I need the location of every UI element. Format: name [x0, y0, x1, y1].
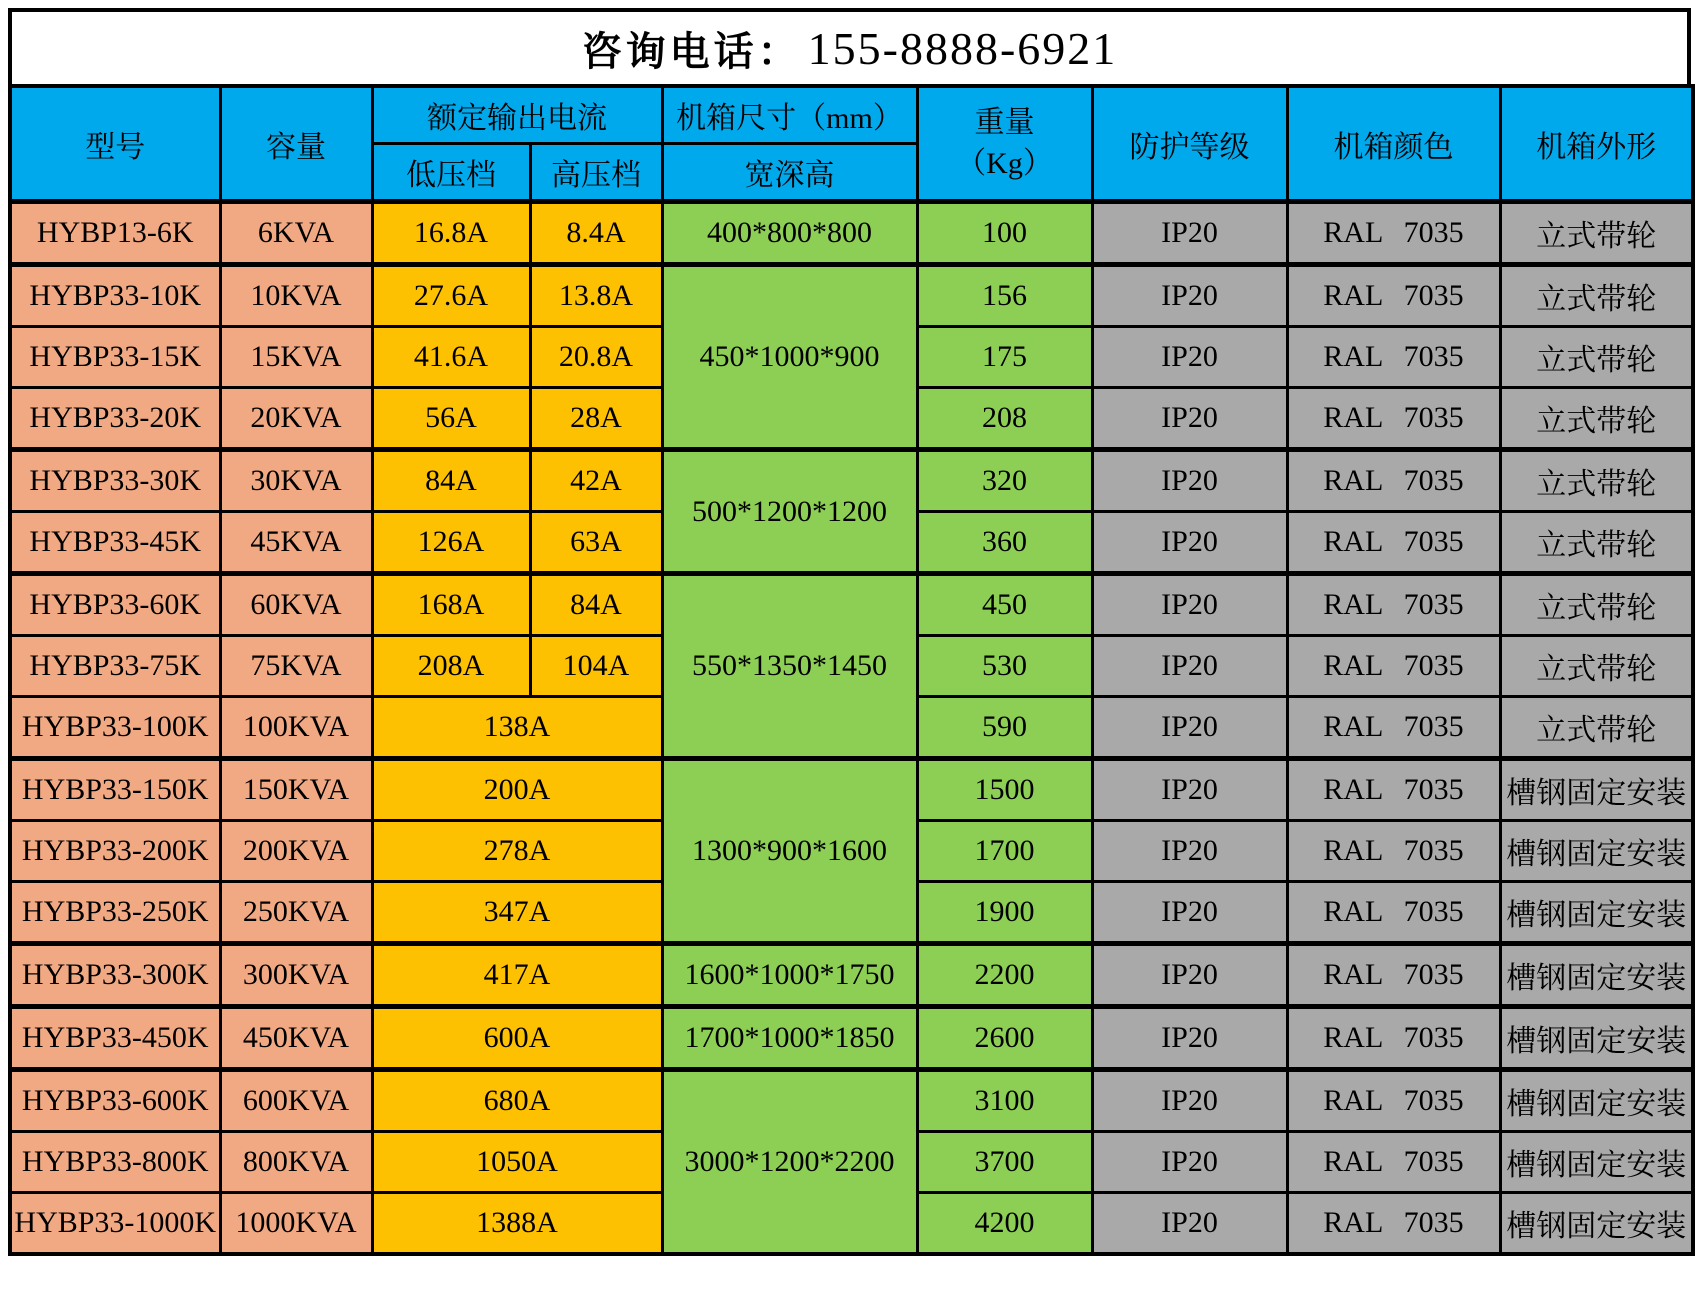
protection-cell: IP20: [1092, 1193, 1287, 1255]
weight-cell: 360: [917, 512, 1092, 574]
cabinet-color-cell: RAL 7035: [1287, 1193, 1500, 1255]
protection-cell: IP20: [1092, 388, 1287, 450]
weight-cell: 100: [917, 202, 1092, 265]
table-row: [10, 759, 1693, 821]
capacity-cell: 10KVA: [220, 265, 372, 327]
cabinet-color-cell: RAL 7035: [1287, 1132, 1500, 1193]
weight-cell: 320: [917, 450, 1092, 512]
cabinet-shape-cell: 立式带轮: [1500, 512, 1693, 574]
header-dims: 机箱尺寸（mm）: [662, 86, 917, 144]
current-low-cell: 126A: [372, 512, 530, 574]
current-low-cell: 208A: [372, 636, 530, 697]
current-high-cell: 42A: [530, 450, 662, 512]
capacity-cell: 200KVA: [220, 821, 372, 882]
table-header: [10, 86, 1693, 202]
header-current-high: 高压档: [530, 144, 662, 202]
current-cell: 600A: [372, 1007, 662, 1070]
phone-number: 155-8888-6921: [807, 22, 1118, 74]
cabinet-shape-cell: 槽钢固定安装: [1500, 1007, 1693, 1070]
title-bar: [8, 8, 1691, 88]
cabinet-color-cell: RAL 7035: [1287, 1007, 1500, 1070]
cabinet-color-cell: RAL 7035: [1287, 882, 1500, 944]
current-high-cell: 63A: [530, 512, 662, 574]
cabinet-shape-cell: 槽钢固定安装: [1500, 1132, 1693, 1193]
current-high-cell: 8.4A: [530, 202, 662, 265]
protection-cell: IP20: [1092, 265, 1287, 327]
weight-cell: 530: [917, 636, 1092, 697]
model-cell: HYBP33-45K: [10, 512, 220, 574]
model-cell: HYBP33-200K: [10, 821, 220, 882]
weight-cell: 175: [917, 327, 1092, 388]
cabinet-shape-cell: 立式带轮: [1500, 388, 1693, 450]
current-cell: 417A: [372, 944, 662, 1007]
current-low-cell: 41.6A: [372, 327, 530, 388]
current-high-cell: 104A: [530, 636, 662, 697]
weight-cell: 450: [917, 574, 1092, 636]
protection-cell: IP20: [1092, 1132, 1287, 1193]
current-high-cell: 84A: [530, 574, 662, 636]
cabinet-shape-cell: 槽钢固定安装: [1500, 821, 1693, 882]
current-low-cell: 84A: [372, 450, 530, 512]
model-cell: HYBP33-300K: [10, 944, 220, 1007]
table-body: [10, 202, 1693, 1255]
cabinet-color-cell: RAL 7035: [1287, 697, 1500, 759]
header-model: 型号: [10, 86, 220, 202]
header-weight-line2: （Kg）: [956, 146, 1053, 180]
cabinet-color-cell: RAL 7035: [1287, 574, 1500, 636]
current-high-cell: 28A: [530, 388, 662, 450]
model-cell: HYBP33-15K: [10, 327, 220, 388]
cabinet-shape-cell: 槽钢固定安装: [1500, 944, 1693, 1007]
capacity-cell: 20KVA: [220, 388, 372, 450]
capacity-cell: 300KVA: [220, 944, 372, 1007]
cabinet-shape-cell: 立式带轮: [1500, 697, 1693, 759]
header-protection: 防护等级: [1092, 86, 1287, 202]
table-row: [10, 202, 1693, 265]
current-low-cell: 16.8A: [372, 202, 530, 265]
cabinet-shape-cell: 立式带轮: [1500, 327, 1693, 388]
capacity-cell: 75KVA: [220, 636, 372, 697]
weight-cell: 590: [917, 697, 1092, 759]
current-high-cell: 13.8A: [530, 265, 662, 327]
capacity-cell: 150KVA: [220, 759, 372, 821]
protection-cell: IP20: [1092, 574, 1287, 636]
protection-cell: IP20: [1092, 697, 1287, 759]
protection-cell: IP20: [1092, 202, 1287, 265]
model-cell: HYBP33-800K: [10, 1132, 220, 1193]
dims-cell: 400*800*800: [662, 202, 917, 265]
model-cell: HYBP33-20K: [10, 388, 220, 450]
protection-cell: IP20: [1092, 882, 1287, 944]
cabinet-color-cell: RAL 7035: [1287, 821, 1500, 882]
capacity-cell: 600KVA: [220, 1070, 372, 1132]
dims-cell: 550*1350*1450: [662, 574, 917, 759]
capacity-cell: 60KVA: [220, 574, 372, 636]
table-row: [10, 1070, 1693, 1132]
protection-cell: IP20: [1092, 759, 1287, 821]
current-cell: 200A: [372, 759, 662, 821]
model-cell: HYBP33-100K: [10, 697, 220, 759]
capacity-cell: 30KVA: [220, 450, 372, 512]
model-cell: HYBP33-150K: [10, 759, 220, 821]
current-cell: 138A: [372, 697, 662, 759]
cabinet-shape-cell: 槽钢固定安装: [1500, 1193, 1693, 1255]
protection-cell: IP20: [1092, 450, 1287, 512]
current-low-cell: 56A: [372, 388, 530, 450]
dims-cell: 3000*1200*2200: [662, 1070, 917, 1255]
title-label: 咨询电话：: [581, 28, 802, 74]
dims-cell: 1300*900*1600: [662, 759, 917, 944]
cabinet-shape-cell: 槽钢固定安装: [1500, 882, 1693, 944]
cabinet-color-cell: RAL 7035: [1287, 512, 1500, 574]
table-row: [10, 450, 1693, 512]
model-cell: HYBP33-10K: [10, 265, 220, 327]
header-cabinet-color: 机箱颜色: [1287, 86, 1500, 202]
model-cell: HYBP33-600K: [10, 1070, 220, 1132]
current-cell: 1050A: [372, 1132, 662, 1193]
model-cell: HYBP33-75K: [10, 636, 220, 697]
protection-cell: IP20: [1092, 327, 1287, 388]
weight-cell: 2600: [917, 1007, 1092, 1070]
current-cell: 1388A: [372, 1193, 662, 1255]
cabinet-shape-cell: 立式带轮: [1500, 265, 1693, 327]
header-cabinet-shape: 机箱外形: [1500, 86, 1693, 202]
current-low-cell: 168A: [372, 574, 530, 636]
weight-cell: 3100: [917, 1070, 1092, 1132]
model-cell: HYBP33-30K: [10, 450, 220, 512]
header-dims-sub: 宽深高: [662, 144, 917, 202]
cabinet-color-cell: RAL 7035: [1287, 327, 1500, 388]
spec-table: [8, 84, 1695, 1256]
model-cell: HYBP33-250K: [10, 882, 220, 944]
weight-cell: 3700: [917, 1132, 1092, 1193]
current-low-cell: 27.6A: [372, 265, 530, 327]
capacity-cell: 800KVA: [220, 1132, 372, 1193]
cabinet-color-cell: RAL 7035: [1287, 636, 1500, 697]
weight-cell: 1900: [917, 882, 1092, 944]
table-row: [10, 944, 1693, 1007]
model-cell: HYBP13-6K: [10, 202, 220, 265]
cabinet-color-cell: RAL 7035: [1287, 759, 1500, 821]
model-cell: HYBP33-450K: [10, 1007, 220, 1070]
cabinet-shape-cell: 立式带轮: [1500, 202, 1693, 265]
dims-cell: 1600*1000*1750: [662, 944, 917, 1007]
dims-cell: 1700*1000*1850: [662, 1007, 917, 1070]
table-row: [10, 1007, 1693, 1070]
dims-cell: 450*1000*900: [662, 265, 917, 450]
cabinet-color-cell: RAL 7035: [1287, 450, 1500, 512]
capacity-cell: 15KVA: [220, 327, 372, 388]
protection-cell: IP20: [1092, 512, 1287, 574]
current-cell: 680A: [372, 1070, 662, 1132]
header-capacity: 容量: [220, 86, 372, 202]
protection-cell: IP20: [1092, 944, 1287, 1007]
model-cell: HYBP33-1000K: [10, 1193, 220, 1255]
header-row-1: [10, 86, 1693, 144]
header-weight-line1: 重量: [974, 106, 1035, 139]
cabinet-shape-cell: 槽钢固定安装: [1500, 1070, 1693, 1132]
current-cell: 278A: [372, 821, 662, 882]
weight-cell: 1500: [917, 759, 1092, 821]
protection-cell: IP20: [1092, 1070, 1287, 1132]
weight-cell: 4200: [917, 1193, 1092, 1255]
current-high-cell: 20.8A: [530, 327, 662, 388]
cabinet-shape-cell: 立式带轮: [1500, 636, 1693, 697]
capacity-cell: 250KVA: [220, 882, 372, 944]
weight-cell: 208: [917, 388, 1092, 450]
cabinet-color-cell: RAL 7035: [1287, 265, 1500, 327]
capacity-cell: 450KVA: [220, 1007, 372, 1070]
header-weight: [917, 86, 1092, 202]
capacity-cell: 1000KVA: [220, 1193, 372, 1255]
capacity-cell: 45KVA: [220, 512, 372, 574]
weight-cell: 156: [917, 265, 1092, 327]
cabinet-shape-cell: 槽钢固定安装: [1500, 759, 1693, 821]
cabinet-shape-cell: 立式带轮: [1500, 450, 1693, 512]
protection-cell: IP20: [1092, 636, 1287, 697]
model-cell: HYBP33-60K: [10, 574, 220, 636]
table-row: [10, 574, 1693, 636]
cabinet-shape-cell: 立式带轮: [1500, 574, 1693, 636]
protection-cell: IP20: [1092, 821, 1287, 882]
header-current-low: 低压档: [372, 144, 530, 202]
capacity-cell: 100KVA: [220, 697, 372, 759]
header-rated-current: 额定输出电流: [372, 86, 662, 144]
cabinet-color-cell: RAL 7035: [1287, 388, 1500, 450]
weight-cell: 2200: [917, 944, 1092, 1007]
cabinet-color-cell: RAL 7035: [1287, 1070, 1500, 1132]
protection-cell: IP20: [1092, 1007, 1287, 1070]
cabinet-color-cell: RAL 7035: [1287, 944, 1500, 1007]
capacity-cell: 6KVA: [220, 202, 372, 265]
weight-cell: 1700: [917, 821, 1092, 882]
dims-cell: 500*1200*1200: [662, 450, 917, 574]
table-row: [10, 265, 1693, 327]
current-cell: 347A: [372, 882, 662, 944]
cabinet-color-cell: RAL 7035: [1287, 202, 1500, 265]
